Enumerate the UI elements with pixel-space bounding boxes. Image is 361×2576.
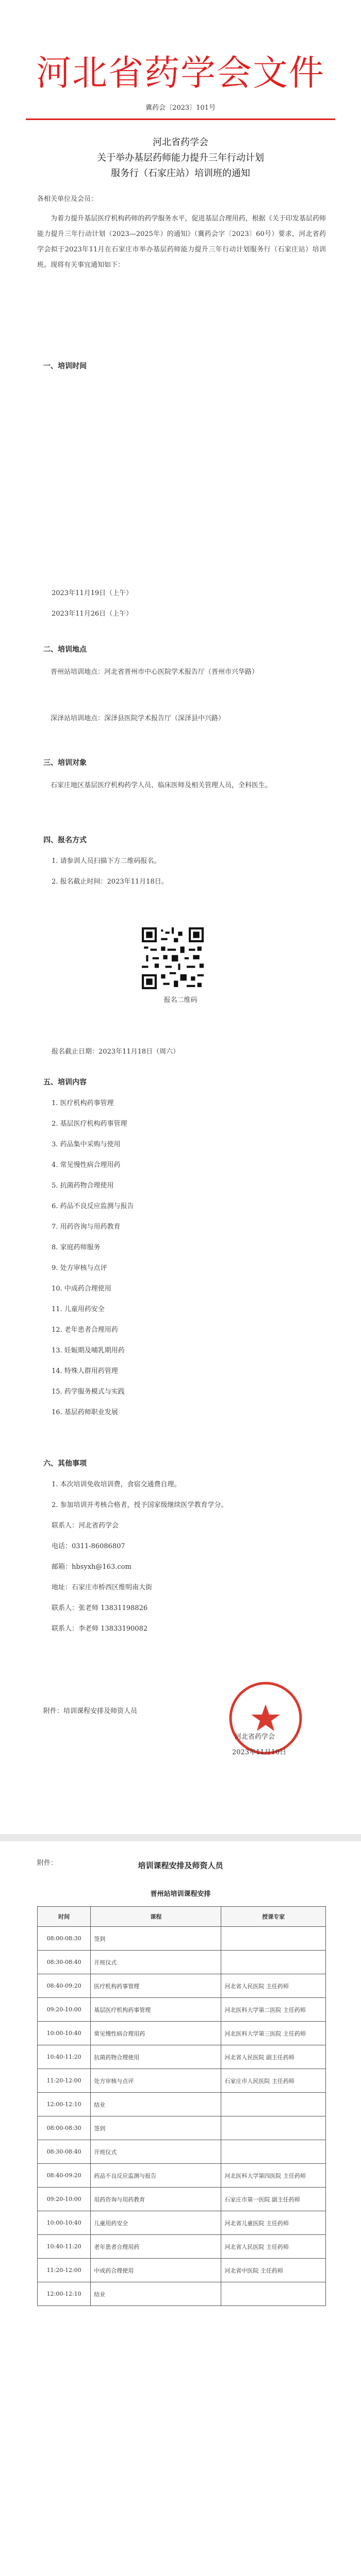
- table-row: [38, 2140, 326, 2164]
- table-cell-speaker: 河北省儿童医院 主任药师: [221, 2211, 326, 2235]
- table-row: [38, 2093, 326, 2116]
- table-row: [38, 2022, 326, 2045]
- content-item: 1. 医疗机构药事管理: [52, 1099, 114, 1107]
- table-cell-topic: 结业: [91, 2282, 221, 2306]
- official-seal-icon: [227, 1680, 304, 1757]
- qr-caption: 报名二维码: [163, 996, 198, 1004]
- schedule-table-jinzhou: [37, 1906, 326, 2306]
- table-cell-topic: 儿童用药安全: [91, 2211, 221, 2235]
- other-item: 联系人：张老师 13831198826: [52, 1604, 148, 1612]
- table-row: [38, 2045, 326, 2069]
- content-item: 7. 用药咨询与用药教育: [52, 1223, 121, 1231]
- table-cell-time: 08:40-09:20: [38, 2164, 91, 2188]
- table-cell-topic: 用药咨询与用药教育: [91, 2188, 221, 2211]
- content-item: 5. 抗菌药物合理使用: [52, 1182, 114, 1190]
- table-row: [38, 2164, 326, 2188]
- table-row: [38, 2069, 326, 2093]
- table-cell-time: 10:00-10:40: [38, 2022, 91, 2045]
- attachment-heading: 培训课程安排及师资人员: [138, 1861, 223, 1870]
- content-item: 10. 中成药合理使用: [52, 1285, 111, 1293]
- table-row: [38, 1974, 326, 1998]
- table-cell-topic: 老年患者合理用药: [91, 2235, 221, 2259]
- location-line-2: 深泽站培训地点：深泽县医院学术报告厅（深泽县中兴路）: [51, 715, 225, 722]
- content-item: 4. 常见慢性病合理用药: [52, 1161, 121, 1169]
- table-cell-speaker: 石家庄市人民医院 主任药师: [221, 2069, 326, 2093]
- table-cell-topic: 药品不良反应监测与报告: [91, 2164, 221, 2188]
- salutation: 各相关单位及会员：: [37, 195, 98, 203]
- table-cell-speaker: [221, 1927, 326, 1951]
- table-row: [38, 1927, 326, 1951]
- table-cell-speaker: 河北医科大学第二医院 主任药师: [221, 1998, 326, 2022]
- content-item: 16. 基层药师职业发展: [52, 1409, 118, 1416]
- table-cell-speaker: [221, 1951, 326, 1974]
- table-cell-time: 11:20-12:00: [38, 2069, 91, 2093]
- content-item: 9. 处方审核与点评: [52, 1264, 107, 1272]
- intro-paragraph: 为着力提升基层医疗机构药师的药学服务水平，促进基层合理用药，根据《关于印发基层药师能力提升三年行动计划（2023—2025年）的通知》（冀药会字〔2023〕60号）要求，河北省药学会拟于2023年11月在石家庄市举办基层药师能力提升三年行动计划服务行（石家庄站）培训班。现将有关事宜通知如下：: [37, 215, 326, 269]
- sign-date: 2023年11月10日: [232, 1749, 287, 1756]
- table-cell-speaker: 河北医科大学第四医院 主任药师: [221, 2164, 326, 2188]
- table-cell-speaker: [221, 2282, 326, 2306]
- document-number: 冀药会〔2023〕101号: [145, 104, 216, 112]
- table-cell-speaker: 河北医科大学第三医院 主任药师: [221, 2022, 326, 2045]
- section-heading-content: 五、培训内容: [43, 1078, 87, 1087]
- red-divider: [26, 118, 335, 120]
- table-row: [38, 2116, 326, 2140]
- content-item: 3. 药品集中采购与使用: [52, 1141, 121, 1148]
- attachment-label: 附件：: [37, 1859, 58, 1867]
- table-cell-topic: 医疗机构药事管理: [91, 1974, 221, 1998]
- registration-qr-code[interactable]: [142, 927, 204, 989]
- table-cell-time: 08:30-08:40: [38, 2140, 91, 2164]
- table-cell-topic: 处方审核与点评: [91, 2069, 221, 2093]
- table-cell-time: 10:40-11:20: [38, 2045, 91, 2069]
- table-cell-topic: 结业: [91, 2093, 221, 2116]
- location-line-1: 晋州站培训地点：河北省晋州市中心医院学术报告厅（晋州市兴华路）: [51, 668, 259, 676]
- table-cell-time: 11:20-12:00: [38, 2259, 91, 2282]
- other-item: 1. 本次培训免收培训费，食宿交通费自理。: [52, 1481, 181, 1488]
- table-row: [38, 2188, 326, 2211]
- table-cell-topic: 开班仪式: [91, 1951, 221, 1974]
- content-item: 8. 家庭药师服务: [52, 1244, 101, 1251]
- other-item: 地址：石家庄市桥西区维明南大街: [52, 1584, 153, 1591]
- attachment-line: 附件：培训课程安排及师资人员: [43, 1707, 138, 1715]
- table-cell-time: 10:00-10:40: [38, 2211, 91, 2235]
- table-cell-speaker: 河北省人民医院 主任药师: [221, 1974, 326, 1998]
- content-item: 14. 特殊人群用药管理: [52, 1367, 118, 1375]
- section-heading-time: 一、培训时间: [43, 362, 87, 370]
- register-line-2: 2. 报名截止时间：2023年11月18日。: [52, 878, 168, 886]
- table-cell-topic: 基层医疗机构药事管理: [91, 1998, 221, 2022]
- masthead-title: 河北省药学会文件: [36, 53, 325, 94]
- column-header-time: 时间: [38, 1907, 91, 1927]
- table-cell-speaker: [221, 2116, 326, 2140]
- table-cell-topic: 中成药合理使用: [91, 2259, 221, 2282]
- table-row: [38, 2211, 326, 2235]
- table-cell-time: 08:00-08:30: [38, 2116, 91, 2140]
- deadline-line: 报名截止日期：2023年11月18日（周六）: [52, 1048, 180, 1056]
- table-title-jinzhou: 晋州站培训课程安排: [150, 1890, 211, 1898]
- table-cell-time: 12:00-12:10: [38, 2093, 91, 2116]
- table-cell-speaker: 河北省人民医院 副主任药师: [221, 2045, 326, 2069]
- time-line-1: 2023年11月19日（上午）: [52, 589, 133, 597]
- section-heading-register: 四、报名方式: [43, 836, 87, 844]
- other-item: 电话：0311-86086807: [52, 1543, 125, 1550]
- table-cell-topic: 开班仪式: [91, 2140, 221, 2164]
- section-heading-audience: 三、培训对象: [43, 759, 87, 767]
- table-cell-time: 10:40-11:20: [38, 2235, 91, 2259]
- section-heading-location: 二、培训地点: [43, 646, 87, 654]
- page-separator: [0, 1834, 361, 1841]
- other-item: 邮箱：hbsyxh@163.com: [52, 1563, 132, 1571]
- content-item: 6. 药品不良反应监测与报告: [52, 1202, 134, 1210]
- table-row: [38, 1951, 326, 1974]
- table-cell-time: 08:30-08:40: [38, 1951, 91, 1974]
- table-cell-topic: 签到: [91, 2116, 221, 2140]
- audience-line: 石家庄地区基层医疗机构药学人员、临床医师及相关管理人员，全科医生。: [51, 782, 272, 789]
- content-item: 13. 妊娠期及哺乳期用药: [52, 1347, 125, 1354]
- column-header-course: 课程: [91, 1907, 221, 1927]
- notice-title-line-2: 关于举办基层药师能力提升三年行动计划: [97, 152, 264, 163]
- table-cell-time: 09:20-10:00: [38, 2188, 91, 2211]
- table-cell-speaker: 河北省人民医院 主任药师: [221, 2235, 326, 2259]
- sign-org: 河北省药学会: [235, 1733, 275, 1741]
- table-cell-time: 08:40-09:20: [38, 1974, 91, 1998]
- notice-title-line-1: 河北省药学会: [153, 137, 208, 148]
- content-item: 15. 药学服务模式与实践: [52, 1388, 125, 1396]
- table-cell-time: 12:00-12:10: [38, 2282, 91, 2306]
- time-line-2: 2023年11月26日（上午）: [52, 610, 133, 618]
- notice-title-line-3: 服务行（石家庄站）培训班的通知: [111, 168, 250, 179]
- content-item: 12. 老年患者合理用药: [52, 1326, 118, 1334]
- table-row: [38, 2259, 326, 2282]
- qr-code-icon: [142, 927, 204, 989]
- table-cell-topic: 抗菌药物合理使用: [91, 2045, 221, 2069]
- content-item: 11. 儿童用药安全: [52, 1306, 105, 1313]
- other-item: 联系人：河北省药学会: [52, 1522, 119, 1530]
- other-item: 联系人：李老师 13833190082: [52, 1625, 148, 1633]
- table-cell-time: 09:20-10:00: [38, 1998, 91, 2022]
- table-row: [38, 2282, 326, 2306]
- table-row: [38, 1998, 326, 2022]
- other-item: 2. 参加培训并考核合格者，授予国家级继续医学教育学分。: [52, 1501, 228, 1509]
- content-item: 2. 基层医疗机构药事管理: [52, 1120, 127, 1128]
- column-header-speaker: 授课专家: [221, 1907, 326, 1927]
- table-cell-time: 08:00-08:30: [38, 1927, 91, 1951]
- table-cell-speaker: [221, 2140, 326, 2164]
- table-cell-topic: 签到: [91, 1927, 221, 1951]
- register-line-1: 1. 请参训人员扫描下方二维码报名。: [52, 857, 161, 865]
- table-row: [38, 2235, 326, 2259]
- table-cell-topic: 常见慢性病合理用药: [91, 2022, 221, 2045]
- section-heading-other: 六、其他事项: [43, 1460, 87, 1468]
- table-cell-speaker: 河北省中医院 主任药师: [221, 2259, 326, 2282]
- table-cell-speaker: 石家庄市第一医院 副主任药师: [221, 2188, 326, 2211]
- table-cell-speaker: [221, 2093, 326, 2116]
